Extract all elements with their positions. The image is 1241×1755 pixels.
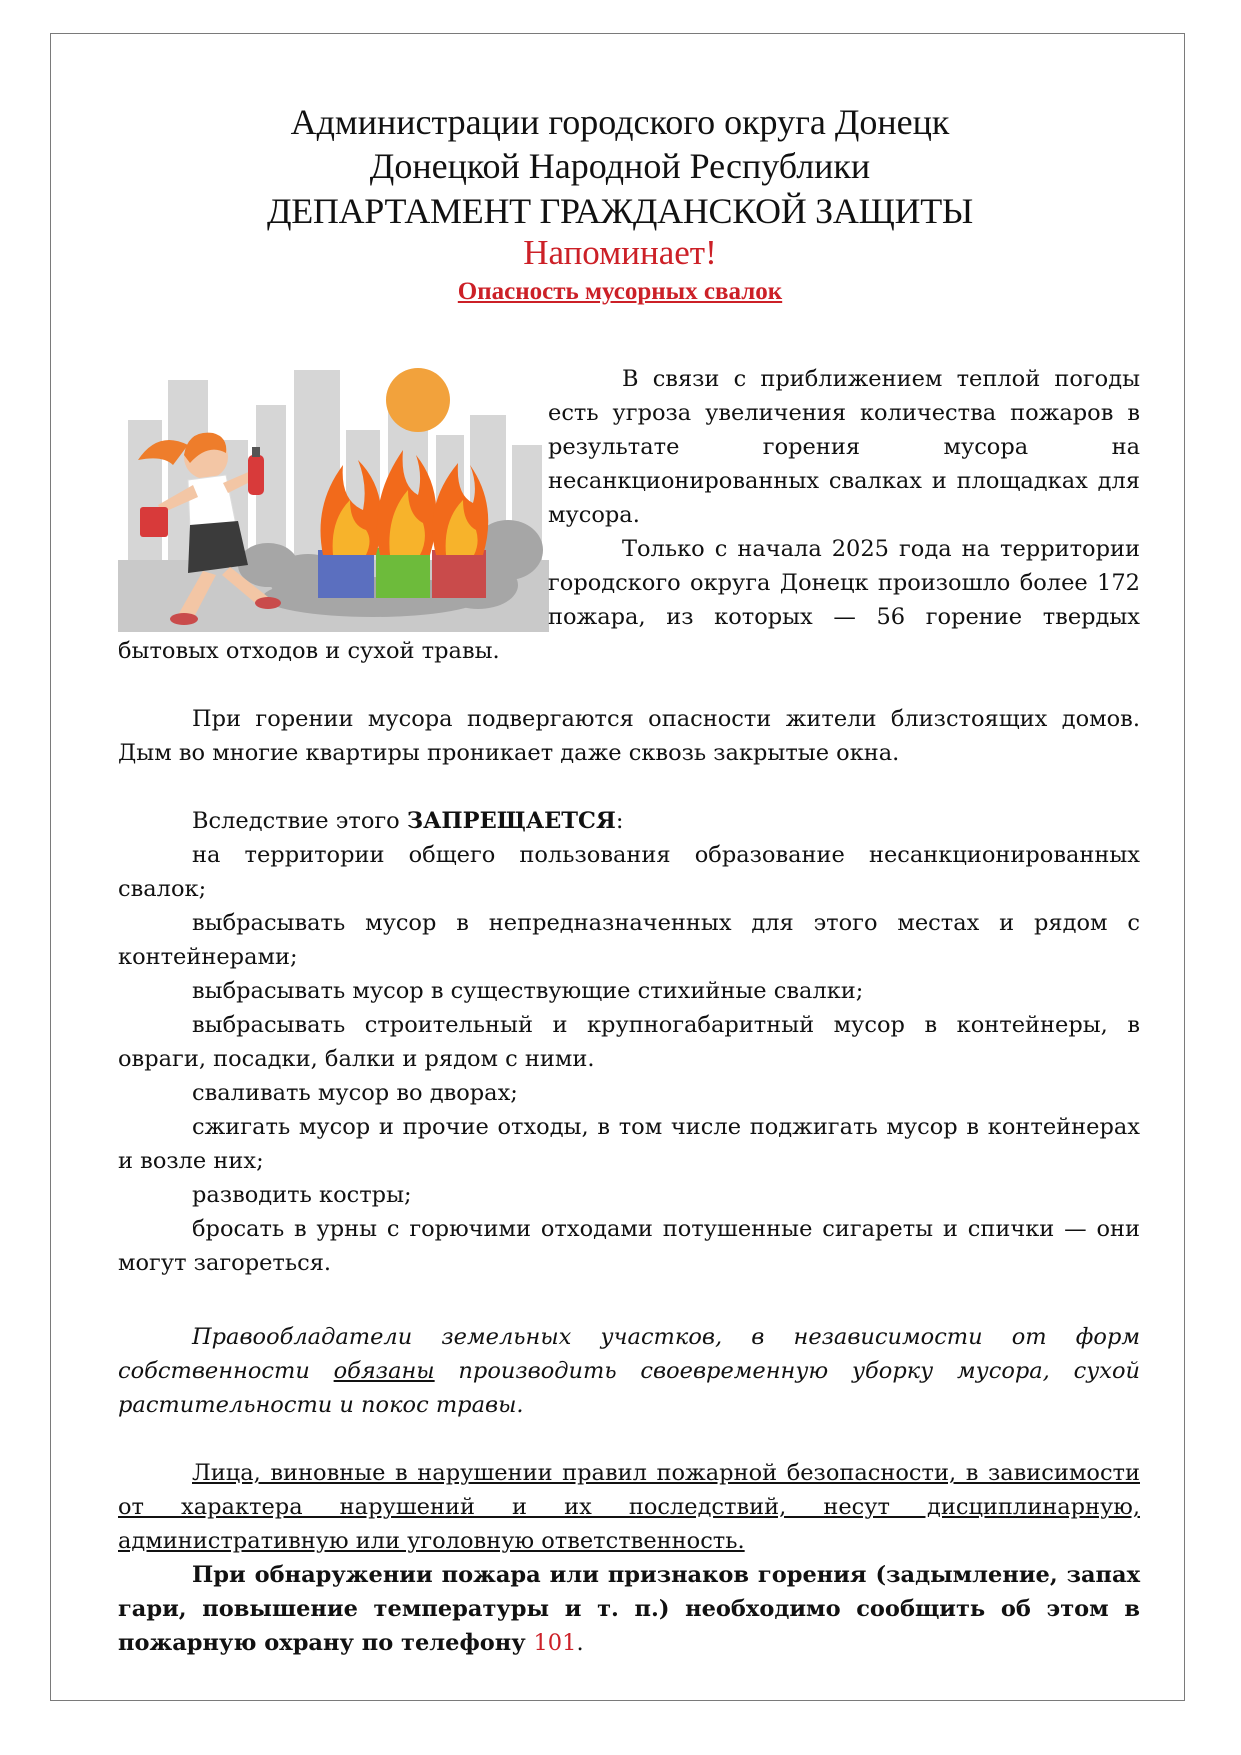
liability-paragraph [118, 1456, 1140, 1558]
report-paragraph [118, 1558, 1140, 1660]
text-line: результате горения мусора на [548, 434, 1140, 460]
prohibition-item-cont: и возле них; [118, 1148, 264, 1174]
text-line: бытовых отходов и сухой травы. [118, 638, 500, 664]
prohibition-item: бросать в урны с горючими отходами потушенные сигареты и спички — они [192, 1216, 1140, 1242]
text-line: несанкционированных свалках и площадках для [548, 468, 1140, 494]
prohibitions-section [118, 804, 1140, 1280]
prohibited-keyword: ЗАПРЕЩАЕТСЯ [406, 808, 616, 834]
owners-text: собственности [118, 1358, 334, 1384]
text-line: Лица, виновные в нарушении правил пожарной безопасности, в зависимости [192, 1460, 1140, 1486]
text-line: В связи с приближением теплой погоды [622, 366, 1140, 392]
text-line: от характера нарушений и их последствий, несут дисциплинарную, [118, 1494, 1140, 1520]
fire-phone-number: 101 [533, 1630, 577, 1656]
text-line: пожара, из которых — 56 горение твердых [548, 604, 1140, 630]
residents-paragraph [118, 702, 1140, 770]
text-line: гари, повышение температуры и т. п.) необходимо сообщить об этом в [118, 1596, 1140, 1622]
prohibitions-colon: : [615, 808, 624, 834]
obliged-word: обязаны [333, 1358, 435, 1384]
text-line: есть угроза увеличения количества пожаров в [548, 400, 1140, 426]
owners-paragraph [118, 1320, 1140, 1422]
header-republic: Донецкой Народной Республики [369, 146, 871, 186]
prohibition-item-cont: могут загореться. [118, 1250, 332, 1276]
prohibition-item: сваливать мусор во дворах; [192, 1080, 518, 1106]
text-line: При горении мусора подвергаются опасности жители близстоящих домов. [192, 706, 1140, 732]
prohibitions-lead [118, 804, 1140, 838]
prohibition-item: выбрасывать мусор в непредназначенных для этого местах и рядом с [192, 910, 1140, 936]
prohibition-item-cont: овраги, посадки, балки и рядом с ними. [118, 1046, 595, 1072]
prohibitions-lead-text: Вследствие этого [192, 808, 407, 834]
report-text: пожарную охрану по телефону [118, 1630, 534, 1656]
text-line: Правообладатели земельных участков, в независимости от форм [192, 1324, 1140, 1350]
text-line: административную или уголовную ответственность. [118, 1528, 745, 1554]
prohibition-item-cont: контейнерами; [118, 944, 298, 970]
header-department: ДЕПАРТАМЕНТ ГРАЖДАНСКОЙ ЗАЩИТЫ [266, 191, 974, 231]
prohibition-item: сжигать мусор и прочие отходы, в том числе поджигать мусор в контейнерах [192, 1114, 1140, 1140]
intro-paragraph-2 [548, 532, 1140, 634]
header-topic: Опасность мусорных свалок [457, 278, 783, 305]
prohibition-item-cont: свалок; [118, 876, 207, 902]
text-line: При обнаружении пожара или признаков горения (задымление, запах [192, 1562, 1140, 1588]
woman-running-from-burning-trash-bins-illustration [118, 335, 549, 632]
prohibition-item: выбрасывать строительный и крупногабаритный мусор в контейнеры, в [192, 1012, 1140, 1038]
text-line: мусора. [548, 502, 640, 528]
text-line [118, 1626, 1140, 1660]
prohibition-item: разводить костры; [192, 1182, 412, 1208]
text-line: городского округа Донецк произошло более 172 [548, 570, 1140, 596]
report-period: . [576, 1630, 584, 1656]
header-administration: Администрации городского округа Донецк [290, 102, 950, 142]
owners-text: производить своевременную уборку мусора, сухой [434, 1358, 1140, 1384]
intro-paragraph-1 [548, 362, 1140, 532]
text-line: Только с начала 2025 года на территории [622, 536, 1140, 562]
text-line: растительности и покос травы. [118, 1392, 524, 1418]
header-reminds: Напоминает! [523, 233, 717, 272]
intro-paragraph-2-end [118, 634, 1140, 668]
prohibition-item: выбрасывать мусор в существующие стихийные свалки; [192, 978, 864, 1004]
text-line: Дым во многие квартиры проникает даже сквозь закрытые окна. [118, 740, 900, 766]
text-line [118, 1354, 1140, 1388]
prohibition-item: на территории общего пользования образование несанкционированных [192, 842, 1140, 868]
